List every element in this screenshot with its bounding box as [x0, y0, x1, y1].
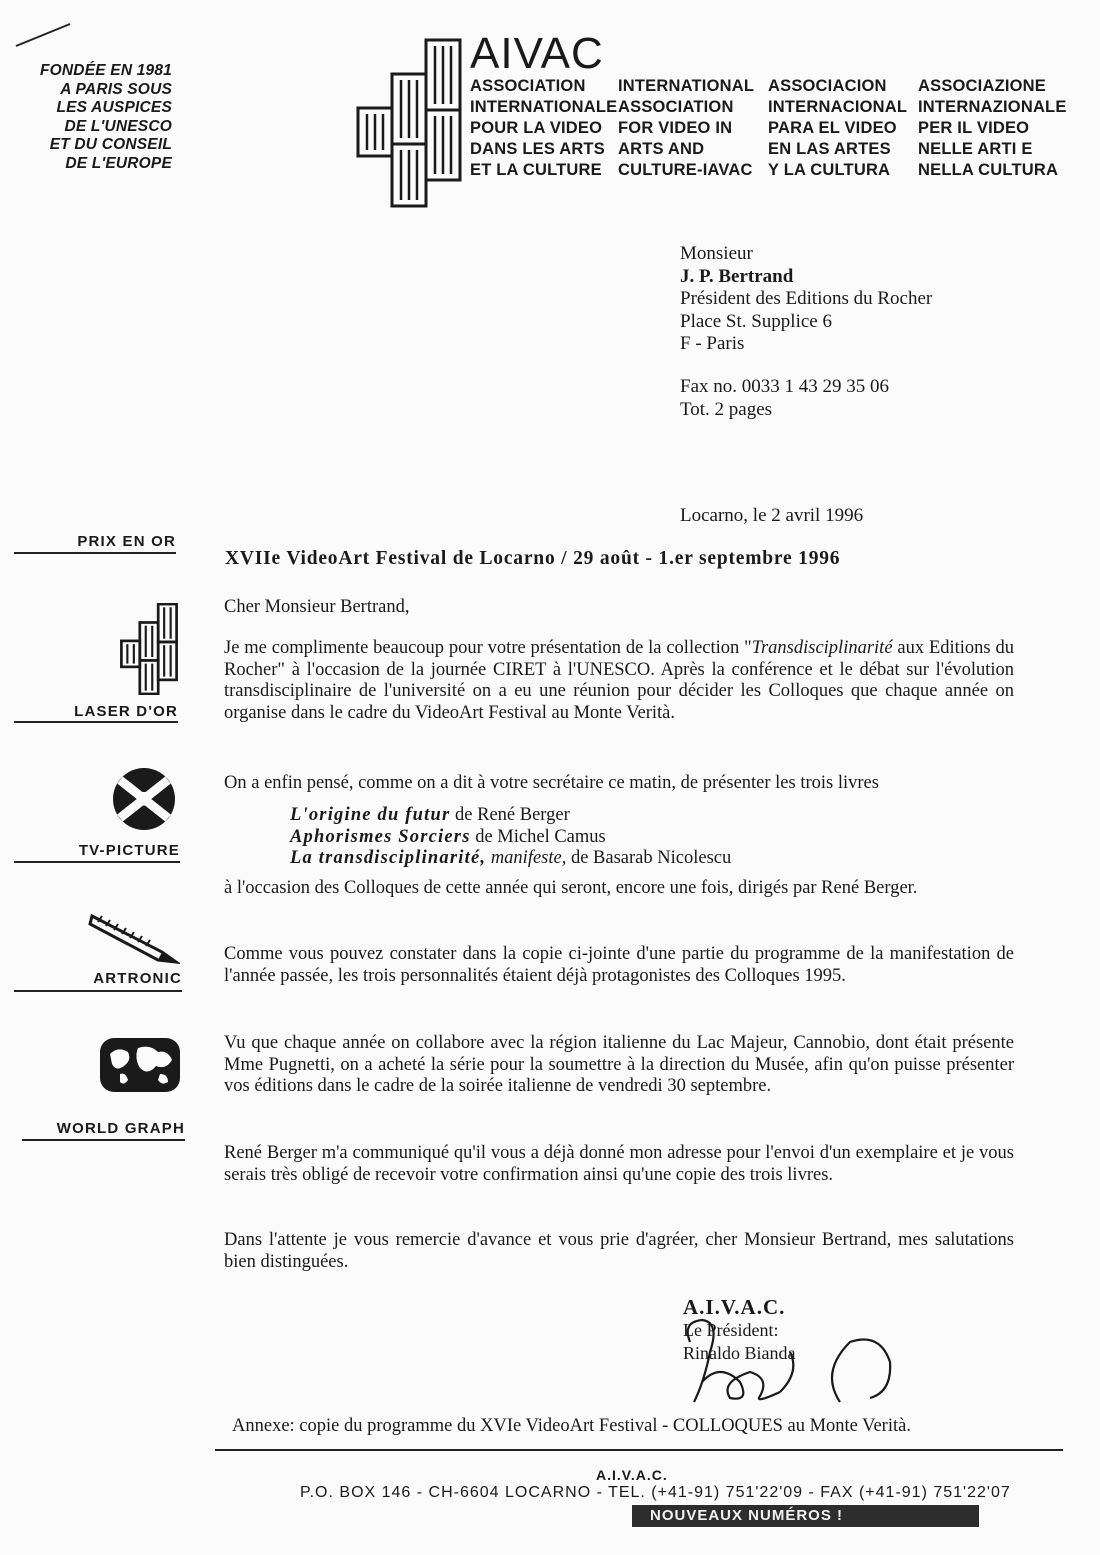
tv-picture-icon [108, 766, 180, 832]
assoc-en-1: INTERNATIONAL [618, 77, 755, 95]
book-item [290, 805, 731, 827]
assoc-es-4: EN LAS ARTES [768, 140, 891, 158]
signature-org: A.I.V.A.C. [683, 1295, 786, 1319]
book-author: de Michel Camus [470, 826, 606, 847]
letter-paragraph-6: René Berger m'a communiqué qu'il vous a déjà donné mon adresse pour l'envoi d'un exemplaire et je vous serais très obligé de recevoir votre confirmation ainsi qu'une copie des trois livres. [224, 1143, 1014, 1185]
award-artronic: ARTRONIC [93, 970, 182, 987]
founded-line: FONDÉE EN 1981 [39, 62, 172, 79]
letter-paragraph-1 [224, 638, 1014, 724]
assoc-it-2: INTERNAZIONALE [918, 98, 1067, 116]
award-tv-picture: TV-PICTURE [78, 842, 180, 859]
book-item [290, 827, 731, 849]
book-author: de Basarab Nicolescu [566, 848, 732, 868]
page-count: Tot. 2 pages [680, 398, 773, 420]
award-prix-en-or: PRIX EN OR [77, 533, 176, 550]
recipient-city: F - Paris [680, 333, 745, 354]
collection-title: Transdisciplinarité [751, 638, 893, 658]
letter-paragraph-4: Comme vous pouvez constater dans la copie ci-jointe d'une partie du programme de la manifestation de l'année passée, les trois personnalités étaient déjà protagonistes des Colloques 1995. [224, 944, 1014, 986]
book-title: La transdisciplinarité, [290, 848, 487, 868]
aivac-logo-small-icon [120, 603, 178, 695]
footer-org: A.I.V.A.C. [596, 1467, 668, 1483]
assoc-es-3: PARA EL VIDEO [768, 119, 897, 137]
pen-stroke-mark [14, 20, 74, 50]
assoc-it-1: ASSOCIAZIONE [918, 77, 1046, 95]
assoc-es-2: INTERNACIONAL [768, 98, 908, 116]
founded-line: DE L'UNESCO [64, 117, 172, 135]
assoc-fr-1: ASSOCIATION [470, 77, 586, 95]
association-names [470, 76, 1068, 181]
assoc-en-2: ASSOCIATION [618, 98, 734, 116]
date-line: Locarno, le 2 avril 1996 [680, 505, 864, 526]
recipient-address [680, 243, 932, 356]
recipient-title: Président des Editions du Rocher [680, 288, 933, 309]
aivac-wordmark: AIVAC [470, 29, 604, 78]
recipient-street: Place St. Supplice 6 [680, 310, 832, 332]
assoc-en-4: ARTS AND [618, 140, 705, 158]
aivac-logo-icon [356, 38, 462, 208]
book-title: Aphorismes Sorciers [290, 826, 471, 847]
book-list [290, 805, 731, 870]
assoc-es-5: Y LA CULTURA [768, 161, 891, 179]
fax-number: Fax no. 0033 1 43 29 35 06 [680, 376, 889, 397]
fax-info [680, 376, 889, 421]
letter-subject: XVIIe VideoArt Festival de Locarno / 29 août - 1.er septembre 1996 [225, 548, 841, 569]
book-author: de René Berger [450, 805, 570, 825]
annexe-note: Annexe: copie du programme du XVIe VideoArt Festival - COLLOQUES au Monte Verità. [232, 1416, 911, 1436]
award-world-graph: WORLD GRAPH [56, 1120, 185, 1137]
founded-line: DE L'EUROPE [65, 154, 172, 172]
divider [22, 1139, 185, 1141]
p1-text-a: Je me complimente beaucoup pour votre présentation de la collection " [224, 638, 752, 658]
assoc-fr-5: ET LA CULTURE [470, 161, 602, 179]
artronic-pen-icon [88, 910, 180, 966]
letter-paragraph-3: à l'occasion des Colloques de cette année qui seront, encore une fois, dirigés par René Berger. [224, 878, 918, 898]
assoc-es-1: ASSOCIACION [768, 77, 887, 95]
assoc-it-5: NELLA CULTURA [918, 161, 1059, 179]
footer-divider [215, 1449, 1063, 1451]
founded-line: ET DU CONSEIL [49, 136, 172, 153]
letter-paragraph-5: Vu que chaque année on collabore avec la région italienne du Lac Majeur, Cannobio, dont était présente Mme Pugnetti, on a acheté la série pour la soumettre à la direction du Musée, afin qu'on puisse présenter vos éditions dans le cadre de la soirée italienne de vendredi 30 septembre. [224, 1033, 1014, 1096]
handwritten-signature [680, 1312, 900, 1412]
signature-name: Rinaldo Bianda [683, 1343, 796, 1363]
divider [14, 990, 182, 992]
letter-greeting: Cher Monsieur Bertrand, [224, 597, 410, 617]
book-subtitle: manifeste, [486, 848, 567, 868]
assoc-en-5: CULTURE-IAVAC [618, 161, 753, 179]
footer-address: P.O. BOX 146 - CH-6604 LOCARNO - TEL. (+41-91) 751'22'09 - FAX (+41-91) 751'22'07 [300, 1484, 1011, 1501]
divider [14, 552, 176, 554]
new-numbers-banner: NOUVEAUX NUMÉROS ! [632, 1505, 979, 1527]
assoc-en-3: FOR VIDEO IN [618, 119, 733, 137]
letter-paragraph-2: On a enfin pensé, comme on a dit à votre secrétaire ce matin, de présenter les trois livres [224, 773, 879, 793]
recipient-salutation: Monsieur [680, 243, 753, 264]
p1-text-b: aux Editions du Rocher" à l'occasion de la journée CIRET à l'UNESCO. Après la conférence et le débat sur l'évolution transdisciplinaire de l'université on a eu une réunion pour décider les Colloques que chaque année on organise dans le cadre du VideoArt Festival au Monte Verità. [224, 638, 1014, 723]
founded-line: A PARIS SOUS [60, 80, 172, 98]
letter-paragraph-7: Dans l'attente je vous remercie d'avance et vous prie d'agréer, cher Monsieur Bertrand, mes salutations bien distinguées. [224, 1230, 1014, 1272]
signature-role: Le Président: [683, 1320, 779, 1340]
book-title: L'origine du futur [290, 805, 451, 825]
divider [14, 721, 178, 723]
assoc-fr-4: DANS LES ARTS [470, 140, 605, 158]
recipient-name: J. P. Bertrand [680, 265, 794, 287]
founded-line: LES AUSPICES [56, 99, 172, 116]
assoc-it-3: PER IL VIDEO [918, 119, 1030, 137]
founded-notice [14, 62, 172, 173]
award-laser-dor: LASER D'OR [74, 703, 178, 720]
assoc-fr-2: INTERNATIONALE [470, 98, 618, 116]
assoc-it-4: NELLE ARTI E [918, 140, 1033, 158]
divider [14, 861, 180, 863]
world-graph-icon [98, 1036, 182, 1094]
assoc-fr-3: POUR LA VIDEO [470, 119, 603, 137]
book-item [290, 848, 731, 870]
